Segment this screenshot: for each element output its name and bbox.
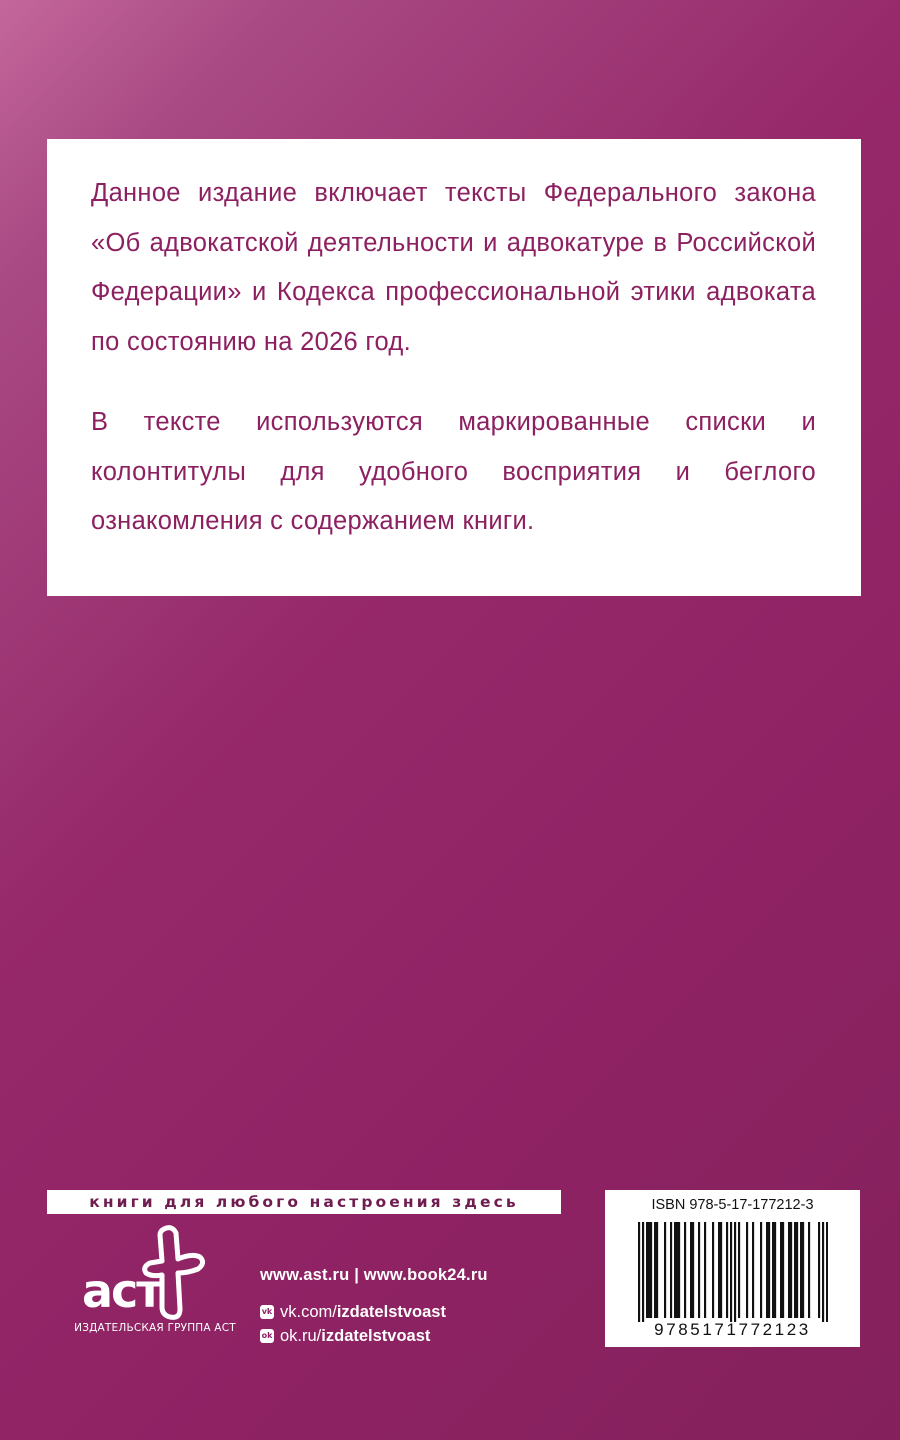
- barcode-bar: [730, 1222, 732, 1322]
- publisher-caption: ИЗДАТЕЛЬСКАЯ ГРУППА АСТ: [74, 1322, 236, 1334]
- barcode-bar: [800, 1222, 802, 1318]
- barcode-bar: [698, 1222, 700, 1318]
- publisher-links: [260, 1266, 488, 1348]
- barcode-bar: [678, 1222, 680, 1318]
- barcode-bar: [766, 1222, 768, 1318]
- ok-icon: ok: [260, 1329, 274, 1343]
- barcode-bar: [648, 1222, 650, 1318]
- barcode-bar: [790, 1222, 792, 1318]
- barcode-bar: [780, 1222, 782, 1318]
- barcode-bar: [788, 1222, 790, 1318]
- tagline-bar: книги для любого настроения здесь: [47, 1190, 561, 1214]
- barcode-bar: [664, 1222, 666, 1318]
- barcode-bar: [704, 1222, 706, 1318]
- blurb-paragraph-1: Данное издание включает тексты Федерального закона «Об адвокатской деятельности и адвокатуре в Российской Федерации» и Кодекса профессиональной этики адвоката по состоянию на 2026 год.: [91, 179, 816, 356]
- vk-icon: vk: [260, 1305, 274, 1319]
- barcode-bar: [826, 1222, 828, 1322]
- barcode-bar: [794, 1222, 796, 1318]
- barcode-bar: [656, 1222, 658, 1318]
- ast-logo-icon: [80, 1225, 220, 1320]
- barcode: [638, 1222, 828, 1322]
- barcode-digits: 9785171772123: [654, 1320, 811, 1339]
- barcode-bar: [676, 1222, 678, 1318]
- barcode-bar: [726, 1222, 728, 1318]
- vk-handle: izdatelstvoast: [336, 1302, 446, 1321]
- barcode-bar: [690, 1222, 692, 1318]
- barcode-bar: [760, 1222, 762, 1318]
- barcode-bar: [692, 1222, 694, 1318]
- barcode-bar: [752, 1222, 754, 1318]
- vk-link[interactable]: [260, 1300, 488, 1324]
- ok-handle: izdatelstvoast: [321, 1326, 431, 1345]
- barcode-bar: [642, 1222, 644, 1322]
- ok-link[interactable]: [260, 1324, 488, 1348]
- publisher-logo: [60, 1225, 240, 1345]
- barcode-bar: [746, 1222, 748, 1318]
- blurb-box: [47, 139, 861, 596]
- barcode-bar: [718, 1222, 720, 1318]
- barcode-bar: [774, 1222, 776, 1318]
- barcode-bar: [654, 1222, 656, 1318]
- barcode-bar: [772, 1222, 774, 1318]
- barcode-bar: [650, 1222, 652, 1318]
- barcode-bar: [674, 1222, 676, 1318]
- barcode-bar: [822, 1222, 824, 1322]
- barcode-bar: [782, 1222, 784, 1318]
- logo-text: аст: [82, 1264, 161, 1318]
- barcode-bar: [646, 1222, 648, 1318]
- website-links[interactable]: www.ast.ru | www.book24.ru: [260, 1266, 488, 1284]
- barcode-bar: [808, 1222, 810, 1318]
- barcode-bar: [818, 1222, 820, 1318]
- barcode-bar: [638, 1222, 640, 1322]
- barcode-bar: [796, 1222, 798, 1318]
- isbn-label: ISBN 978-5-17-177212-3: [651, 1197, 814, 1213]
- barcode-bar: [720, 1222, 722, 1318]
- barcode-bar: [712, 1222, 714, 1318]
- barcode-bar: [768, 1222, 770, 1318]
- vk-prefix: vk.com/: [280, 1302, 337, 1321]
- barcode-bar: [684, 1222, 686, 1318]
- barcode-bar: [802, 1222, 804, 1318]
- ok-prefix: ok.ru/: [280, 1326, 322, 1345]
- blurb-paragraph-2: В тексте используются маркированные списки и колонтитулы для удобного восприятия и беглого ознакомления с содержанием книги.: [91, 408, 816, 535]
- isbn-block: [605, 1190, 860, 1347]
- barcode-bar: [670, 1222, 672, 1318]
- barcode-bar: [738, 1222, 740, 1318]
- barcode-bar: [734, 1222, 736, 1322]
